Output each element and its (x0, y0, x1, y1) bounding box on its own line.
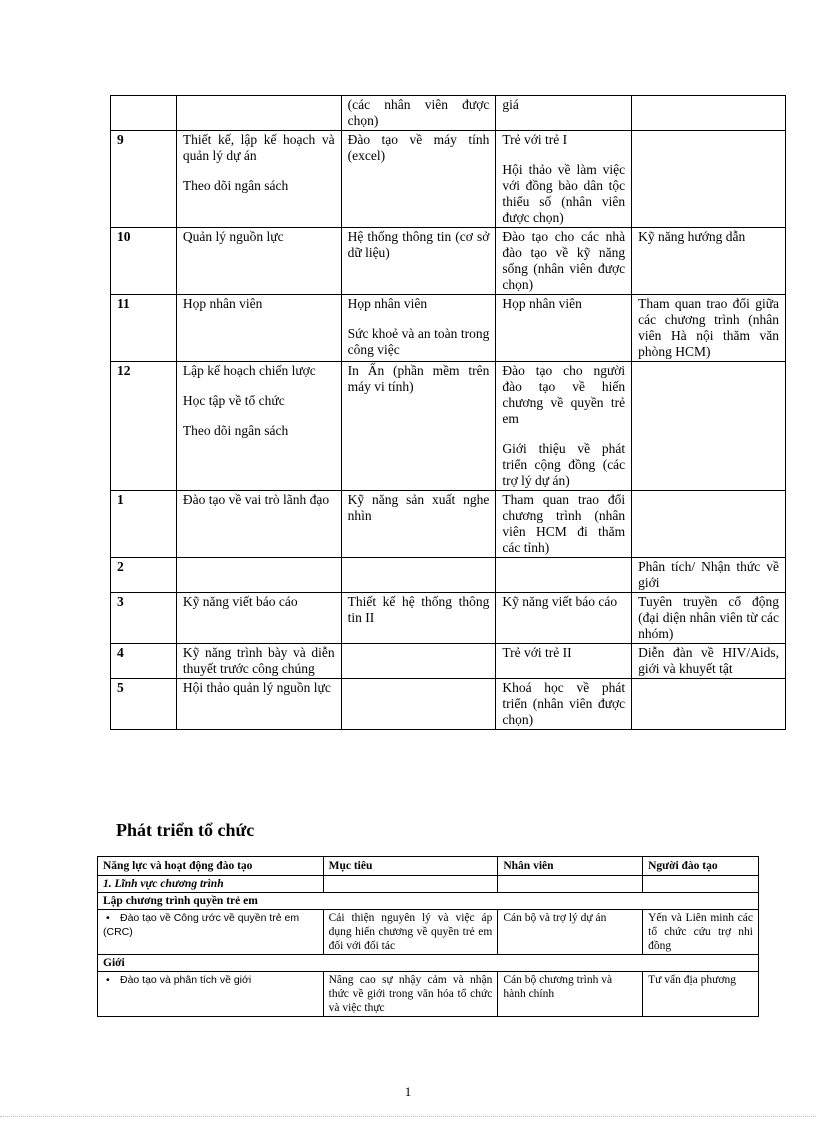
cell-text: Đào tạo về máy tính (excel) (347, 132, 490, 163)
cell-text: Khoá học về phát triển (nhân viên được chọn) (502, 680, 626, 727)
cell-text: Hội thảo về làm việc với đồng bào dân tộc thiểu số (nhân viên được chọn) (502, 162, 626, 225)
cell-text: Sức khoẻ và an toàn trong công việc (347, 326, 490, 357)
schedule-cell-c2 (341, 491, 496, 558)
trainer-cell: Tư vấn địa phương (643, 972, 759, 1017)
schedule-cell-c1 (176, 295, 341, 362)
table-header-row (98, 857, 759, 876)
group-row (98, 893, 759, 910)
staff-cell: Cán bộ và trợ lý dự án (498, 910, 643, 955)
header-cell: Năng lực và hoạt động đào tạo (98, 857, 324, 876)
schedule-cell-c1 (176, 491, 341, 558)
cell-text: Đào tạo cho người đào tạo về hiến chương về quyền trẻ em (502, 363, 626, 426)
table-row (98, 972, 759, 1017)
month-cell: 3 (111, 593, 177, 644)
schedule-cell-c4 (632, 362, 786, 491)
group-label: Lập chương trình quyền trẻ em (98, 893, 759, 910)
schedule-cell-c1 (176, 228, 341, 295)
schedule-cell-c2 (341, 228, 496, 295)
header-cell: Mục tiêu (323, 857, 498, 876)
cell-text: Họp nhân viên (182, 296, 263, 311)
table-row (111, 679, 786, 730)
cell-text: Học tập về tổ chức (182, 393, 285, 408)
cell-text: Trẻ với trẻ II (502, 645, 572, 660)
schedule-cell-c4 (632, 228, 786, 295)
schedule-cell-c1 (176, 558, 341, 593)
schedule-cell-c3 (496, 679, 632, 730)
schedule-cell-c4 (632, 679, 786, 730)
month-cell: 4 (111, 644, 177, 679)
cell-text: giá (502, 97, 519, 112)
cell-text: Đào tạo cho các nhà đào tạo về kỹ năng sống (nhân viên được chọn) (502, 229, 626, 292)
schedule-cell-c1 (176, 96, 341, 131)
group-label: Giới (98, 955, 759, 972)
page-bottom-rule (0, 1116, 816, 1117)
schedule-cell-c4 (632, 558, 786, 593)
schedule-cell-c2 (341, 593, 496, 644)
schedule-cell-c3 (496, 644, 632, 679)
staff-cell: Cán bộ chương trình và hành chính (498, 972, 643, 1017)
schedule-cell-c3 (496, 558, 632, 593)
group-row (98, 955, 759, 972)
cell-text: Thiết kế hệ thống thông tin II (347, 594, 490, 625)
schedule-cell-c4 (632, 96, 786, 131)
schedule-cell-c2 (341, 131, 496, 228)
cell-text: Quản lý nguồn lực (182, 229, 284, 244)
month-cell: 1 (111, 491, 177, 558)
area-label: 1. Lĩnh vực chương trình (98, 876, 324, 893)
month-cell: 5 (111, 679, 177, 730)
cell-text: Kỹ năng trình bày và diễn thuyết trước công chúng (182, 645, 335, 676)
cell-text: Thiết kế, lập kế hoạch và quản lý dự án (182, 132, 335, 163)
cell-text: Trẻ với trẻ I (502, 132, 568, 147)
table-row (111, 131, 786, 228)
cell-text: Giới thiệu về phát triển cộng đồng (các trợ lý dự án) (502, 441, 626, 488)
cell-text: Theo dõi ngân sách (182, 178, 289, 193)
schedule-cell-c1 (176, 131, 341, 228)
page-number: 1 (404, 1084, 412, 1099)
cell-text: (các nhân viên được chọn) (347, 97, 490, 128)
month-cell: 9 (111, 131, 177, 228)
cell-text: Phân tích/ Nhận thức về giới (638, 559, 779, 590)
schedule-cell-c3 (496, 131, 632, 228)
schedule-cell-c1 (176, 362, 341, 491)
schedule-cell-c2 (341, 96, 496, 131)
area-row (98, 876, 759, 893)
month-cell: 12 (111, 362, 177, 491)
cell-text: In Ấn (phần mềm trên máy vi tính) (347, 363, 490, 394)
table-row (111, 228, 786, 295)
cell-text: Họp nhân viên (347, 296, 428, 311)
month-cell: 10 (111, 228, 177, 295)
schedule-cell-c2 (341, 644, 496, 679)
table-row (111, 593, 786, 644)
objective-cell: Cải thiện nguyên lý và việc áp dụng hiến chương về quyền trẻ em đối với đối tác (323, 910, 498, 955)
table-row (111, 558, 786, 593)
cell-text: Kỹ năng viết báo cáo (502, 594, 618, 609)
table-row (98, 910, 759, 955)
schedule-cell-c3 (496, 295, 632, 362)
schedule-cell-c4 (632, 593, 786, 644)
schedule-cell-c1 (176, 679, 341, 730)
schedule-cell-c2 (341, 558, 496, 593)
cell-text: Theo dõi ngân sách (182, 423, 289, 438)
cell-text: Kỹ năng viết báo cáo (182, 594, 298, 609)
table-row (111, 96, 786, 131)
schedule-cell-c4 (632, 295, 786, 362)
schedule-cell-c3 (496, 593, 632, 644)
cell-text: Lập kế hoạch chiến lược (182, 363, 316, 378)
section-title: Phát triển tổ chức (116, 820, 255, 840)
schedule-cell-c2 (341, 362, 496, 491)
cell-text: Hệ thống thông tin (cơ sở dữ liệu) (347, 229, 490, 260)
header-cell: Nhân viên (498, 857, 643, 876)
bullet-icon (103, 912, 120, 924)
schedule-cell-c4 (632, 644, 786, 679)
cell-text: Đào tạo về vai trò lãnh đạo (182, 492, 330, 507)
cell-text: Diễn đàn về HIV/Aids, giới và khuyết tật (638, 645, 779, 676)
org-development-table (97, 856, 759, 1017)
schedule-cell-c2 (341, 679, 496, 730)
month-cell: 2 (111, 558, 177, 593)
activity-cell: Đào tạo và phân tích về giới (120, 974, 252, 986)
table-row (111, 295, 786, 362)
schedule-cell-c4 (632, 131, 786, 228)
cell-text: Tuyên truyền cổ động (đại diện nhân viên từ các nhóm) (638, 594, 779, 641)
schedule-cell-c3 (496, 491, 632, 558)
trainer-cell: Yến và Liên minh các tổ chức cứu trợ nhi đồng (643, 910, 759, 955)
cell-text: Kỹ năng hướng dẫn (638, 229, 746, 244)
month-cell: 11 (111, 295, 177, 362)
table-row (111, 644, 786, 679)
table-row (111, 362, 786, 491)
bullet-icon (103, 974, 120, 986)
training-schedule-table (110, 95, 786, 730)
schedule-cell-c3 (496, 96, 632, 131)
schedule-cell-c3 (496, 362, 632, 491)
table-row (111, 491, 786, 558)
schedule-cell-c3 (496, 228, 632, 295)
activity-cell: Đào tạo về Công ước về quyền trẻ em (CRC) (103, 912, 300, 938)
schedule-cell-c1 (176, 593, 341, 644)
month-cell (111, 96, 177, 131)
schedule-cell-c1 (176, 644, 341, 679)
objective-cell: Nâng cao sự nhậy cảm và nhận thức về giới trong văn hóa tổ chức và việc thực (323, 972, 498, 1017)
cell-text: Họp nhân viên (502, 296, 582, 311)
cell-text: Kỹ năng sản xuất nghe nhìn (347, 492, 490, 523)
cell-text: Tham quan trao đổi chương trình (nhân viên HCM đi thăm các tỉnh) (502, 492, 626, 555)
cell-text: Tham quan trao đổi giữa các chương trình (nhân viên Hà nội thăm văn phòng HCM) (638, 296, 779, 359)
cell-text: Hội thảo quản lý nguồn lực (182, 680, 331, 695)
header-cell: Người đào tạo (643, 857, 759, 876)
schedule-cell-c2 (341, 295, 496, 362)
schedule-cell-c4 (632, 491, 786, 558)
